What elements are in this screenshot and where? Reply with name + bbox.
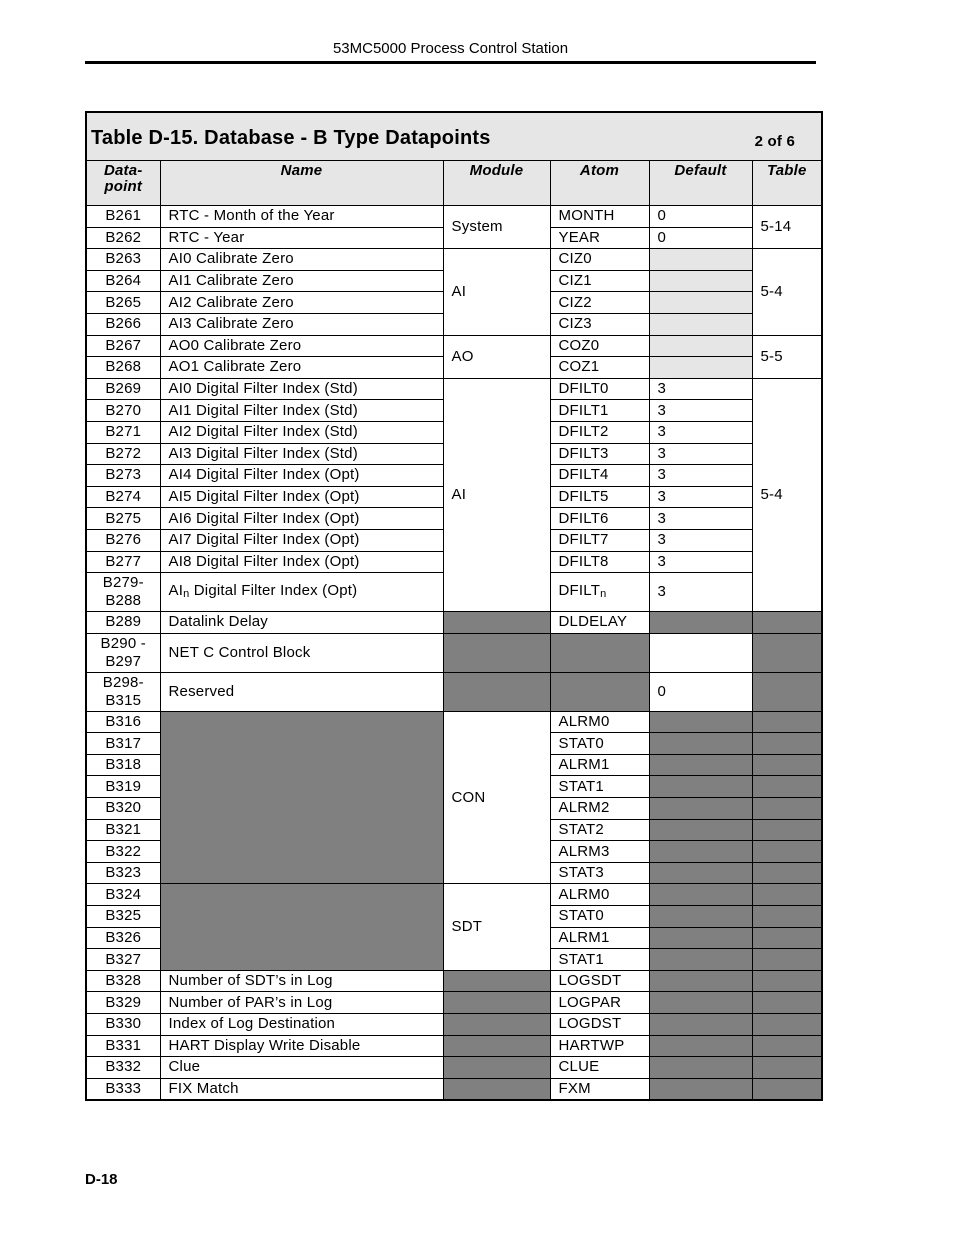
cell-atom: FXM — [550, 1078, 649, 1100]
cell-atom: STAT3 — [550, 862, 649, 884]
cell-default: 3 — [649, 508, 752, 530]
cell-datapoint: B317 — [86, 733, 160, 755]
cell-datapoint: B326 — [86, 927, 160, 949]
cell-table-ref: 5-4 — [752, 249, 822, 335]
cell-datapoint: B329 — [86, 992, 160, 1014]
cell-name: AI0 Digital Filter Index (Std) — [160, 378, 443, 400]
cell-datapoint: B270 — [86, 400, 160, 422]
cell-module-shaded — [443, 612, 550, 634]
table-row — [86, 1014, 822, 1036]
cell-default-shaded — [649, 1057, 752, 1079]
cell-name: Reserved — [160, 672, 443, 711]
cell-atom: LOGSDT — [550, 970, 649, 992]
cell-name-shaded — [160, 884, 443, 970]
cell-name: Datalink Delay — [160, 612, 443, 634]
cell-default-shaded — [649, 927, 752, 949]
cell-atom-shaded — [550, 672, 649, 711]
table-row — [86, 206, 822, 228]
cell-atom: STAT1 — [550, 949, 649, 971]
cell-table-shaded — [752, 906, 822, 928]
cell-name: AI4 Digital Filter Index (Opt) — [160, 465, 443, 487]
col-header-default: Default — [649, 161, 752, 206]
cell-atom-shaded — [550, 633, 649, 672]
cell-atom: STAT2 — [550, 819, 649, 841]
cell-datapoint: B277 — [86, 551, 160, 573]
header-rule — [85, 61, 816, 64]
cell-table-ref: 5-14 — [752, 206, 822, 249]
cell-default-shaded — [649, 841, 752, 863]
cell-module: System — [443, 206, 550, 249]
cell-table-shaded — [752, 970, 822, 992]
cell-default-shaded — [649, 313, 752, 335]
cell-default-shaded — [649, 733, 752, 755]
table-row — [86, 249, 822, 271]
cell-module: AI — [443, 249, 550, 335]
cell-datapoint: B324 — [86, 884, 160, 906]
table-row — [86, 335, 822, 357]
cell-name: AI3 Digital Filter Index (Std) — [160, 443, 443, 465]
cell-default-shaded — [649, 819, 752, 841]
cell-name-shaded — [160, 711, 443, 884]
cell-table-shaded — [752, 754, 822, 776]
cell-table-shaded — [752, 927, 822, 949]
cell-datapoint: B269 — [86, 378, 160, 400]
column-header-row — [86, 161, 822, 206]
cell-datapoint: B263 — [86, 249, 160, 271]
cell-datapoint: B323 — [86, 862, 160, 884]
cell-table-shaded — [752, 819, 822, 841]
cell-table-shaded — [752, 776, 822, 798]
table-row — [86, 1057, 822, 1079]
cell-table-shaded — [752, 711, 822, 733]
cell-default: 3 — [649, 486, 752, 508]
cell-name: AO0 Calibrate Zero — [160, 335, 443, 357]
cell-name: AI2 Digital Filter Index (Std) — [160, 421, 443, 443]
cell-name: Index of Log Destination — [160, 1014, 443, 1036]
cell-name: AI7 Digital Filter Index (Opt) — [160, 529, 443, 551]
cell-default-shaded — [649, 776, 752, 798]
cell-default: 0 — [649, 206, 752, 228]
cell-module: AI — [443, 378, 550, 611]
cell-atom: YEAR — [550, 227, 649, 249]
cell-atom: STAT0 — [550, 733, 649, 755]
cell-default-shaded — [649, 270, 752, 292]
datapoint-table — [85, 111, 823, 1101]
cell-datapoint: B322 — [86, 841, 160, 863]
cell-default-shaded — [649, 292, 752, 314]
cell-datapoint: B273 — [86, 465, 160, 487]
cell-atom: CIZ1 — [550, 270, 649, 292]
cell-default: 0 — [649, 672, 752, 711]
cell-table-ref: 5-5 — [752, 335, 822, 378]
cell-datapoint: B264 — [86, 270, 160, 292]
cell-default-shaded — [649, 1035, 752, 1057]
cell-datapoint: B321 — [86, 819, 160, 841]
cell-datapoint: B276 — [86, 529, 160, 551]
cell-datapoint: B331 — [86, 1035, 160, 1057]
cell-name: RTC - Year — [160, 227, 443, 249]
cell-module-shaded — [443, 1014, 550, 1036]
cell-datapoint: B289 — [86, 612, 160, 634]
table-row — [86, 378, 822, 400]
cell-default: 3 — [649, 378, 752, 400]
cell-datapoint: B332 — [86, 1057, 160, 1079]
cell-default-shaded — [649, 798, 752, 820]
cell-module-shaded — [443, 633, 550, 672]
cell-datapoint: B261 — [86, 206, 160, 228]
cell-datapoint: B268 — [86, 357, 160, 379]
cell-datapoint: B325 — [86, 906, 160, 928]
cell-name: Number of SDT’s in Log — [160, 970, 443, 992]
cell-datapoint: B272 — [86, 443, 160, 465]
cell-atom: CIZ0 — [550, 249, 649, 271]
cell-table-shaded — [752, 1078, 822, 1100]
page-number: D-18 — [85, 1171, 118, 1188]
table-title: Table D-15. Database - B Type Datapoints — [91, 126, 491, 149]
cell-atom: DFILT6 — [550, 508, 649, 530]
cell-default — [649, 633, 752, 672]
cell-name: AI5 Digital Filter Index (Opt) — [160, 486, 443, 508]
cell-atom: DFILT4 — [550, 465, 649, 487]
cell-default-shaded — [649, 949, 752, 971]
cell-default-shaded — [649, 862, 752, 884]
cell-atom: DFILT7 — [550, 529, 649, 551]
cell-datapoint: B265 — [86, 292, 160, 314]
cell-name: NET C Control Block — [160, 633, 443, 672]
cell-default-shaded — [649, 970, 752, 992]
cell-atom: DFILT5 — [550, 486, 649, 508]
col-header-name: Name — [160, 161, 443, 206]
cell-atom: DFILT1 — [550, 400, 649, 422]
cell-atom: CIZ2 — [550, 292, 649, 314]
cell-module: AO — [443, 335, 550, 378]
cell-module-shaded — [443, 1035, 550, 1057]
cell-default-shaded — [649, 1078, 752, 1100]
table-row — [86, 1035, 822, 1057]
cell-atom: LOGDST — [550, 1014, 649, 1036]
cell-table-shaded — [752, 1035, 822, 1057]
cell-datapoint: B328 — [86, 970, 160, 992]
cell-atom: DFILT2 — [550, 421, 649, 443]
cell-module-shaded — [443, 992, 550, 1014]
datapoint-table-container — [85, 111, 821, 1101]
cell-default-shaded — [649, 754, 752, 776]
cell-table-shaded — [752, 841, 822, 863]
cell-name: AI2 Calibrate Zero — [160, 292, 443, 314]
cell-atom: ALRM1 — [550, 754, 649, 776]
cell-table-shaded — [752, 1057, 822, 1079]
cell-atom: ALRM0 — [550, 711, 649, 733]
cell-atom: STAT0 — [550, 906, 649, 928]
cell-default: 3 — [649, 551, 752, 573]
cell-name: RTC - Month of the Year — [160, 206, 443, 228]
cell-table-shaded — [752, 733, 822, 755]
cell-default: 3 — [649, 400, 752, 422]
cell-datapoint: B290 - B297 — [86, 633, 160, 672]
cell-default: 3 — [649, 573, 752, 612]
cell-default: 3 — [649, 443, 752, 465]
cell-default-shaded — [649, 357, 752, 379]
cell-name: AI6 Digital Filter Index (Opt) — [160, 508, 443, 530]
cell-atom: MONTH — [550, 206, 649, 228]
cell-atom: CIZ3 — [550, 313, 649, 335]
cell-datapoint: B275 — [86, 508, 160, 530]
cell-table-shaded — [752, 1014, 822, 1036]
cell-atom: DFILT0 — [550, 378, 649, 400]
cell-datapoint: B279- B288 — [86, 573, 160, 612]
cell-default-shaded — [649, 1014, 752, 1036]
col-header-module: Module — [443, 161, 550, 206]
cell-module-shaded — [443, 1057, 550, 1079]
col-header-datapoint: Data- point — [86, 161, 160, 206]
cell-default-shaded — [649, 884, 752, 906]
cell-name: AI3 Calibrate Zero — [160, 313, 443, 335]
cell-datapoint: B271 — [86, 421, 160, 443]
cell-datapoint: B274 — [86, 486, 160, 508]
cell-atom: ALRM2 — [550, 798, 649, 820]
cell-datapoint: B333 — [86, 1078, 160, 1100]
cell-atom: LOGPAR — [550, 992, 649, 1014]
table-row — [86, 1078, 822, 1100]
cell-atom: ALRM1 — [550, 927, 649, 949]
cell-table-shaded — [752, 992, 822, 1014]
cell-atom: ALRM3 — [550, 841, 649, 863]
cell-name: Clue — [160, 1057, 443, 1079]
cell-datapoint: B266 — [86, 313, 160, 335]
cell-name: AI1 Digital Filter Index (Std) — [160, 400, 443, 422]
cell-atom: $DFILT_n$ — [550, 573, 649, 612]
running-header: 53MC5000 Process Control Station — [332, 40, 569, 57]
col-header-table: Table — [752, 161, 822, 206]
cell-datapoint: B327 — [86, 949, 160, 971]
cell-table-shaded — [752, 798, 822, 820]
cell-module: CON — [443, 711, 550, 884]
table-title-row — [86, 112, 822, 161]
cell-atom: ALRM0 — [550, 884, 649, 906]
cell-datapoint: B267 — [86, 335, 160, 357]
cell-table-shaded — [752, 884, 822, 906]
cell-table-shaded — [752, 862, 822, 884]
cell-atom: COZ1 — [550, 357, 649, 379]
table-row — [86, 633, 822, 672]
table-row — [86, 612, 822, 634]
table-row — [86, 970, 822, 992]
cell-atom: DLDELAY — [550, 612, 649, 634]
cell-default-shaded — [649, 612, 752, 634]
table-row — [86, 992, 822, 1014]
cell-atom: COZ0 — [550, 335, 649, 357]
cell-table-shaded — [752, 949, 822, 971]
cell-datapoint: B330 — [86, 1014, 160, 1036]
cell-default: 3 — [649, 421, 752, 443]
cell-table-shaded — [752, 672, 822, 711]
table-row — [86, 711, 822, 733]
cell-default: 3 — [649, 529, 752, 551]
cell-atom: DFILT3 — [550, 443, 649, 465]
cell-atom: DFILT8 — [550, 551, 649, 573]
cell-default-shaded — [649, 249, 752, 271]
cell-name: $AI_n$ Digital Filter Index (Opt) — [160, 573, 443, 612]
cell-datapoint: B298- B315 — [86, 672, 160, 711]
cell-datapoint: B262 — [86, 227, 160, 249]
cell-default-shaded — [649, 906, 752, 928]
cell-name: AI8 Digital Filter Index (Opt) — [160, 551, 443, 573]
cell-default: 0 — [649, 227, 752, 249]
cell-table-shaded — [752, 633, 822, 672]
cell-datapoint: B319 — [86, 776, 160, 798]
cell-datapoint: B318 — [86, 754, 160, 776]
cell-default-shaded — [649, 335, 752, 357]
cell-name: AO1 Calibrate Zero — [160, 357, 443, 379]
cell-default-shaded — [649, 992, 752, 1014]
col-header-atom: Atom — [550, 161, 649, 206]
cell-name: HART Display Write Disable — [160, 1035, 443, 1057]
cell-module: SDT — [443, 884, 550, 970]
cell-atom: HARTWP — [550, 1035, 649, 1057]
cell-name: AI1 Calibrate Zero — [160, 270, 443, 292]
cell-atom: CLUE — [550, 1057, 649, 1079]
cell-datapoint: B320 — [86, 798, 160, 820]
cell-atom: STAT1 — [550, 776, 649, 798]
cell-module-shaded — [443, 1078, 550, 1100]
cell-default: 3 — [649, 465, 752, 487]
cell-name: Number of PAR’s in Log — [160, 992, 443, 1014]
cell-default-shaded — [649, 711, 752, 733]
table-row — [86, 672, 822, 711]
cell-table-shaded — [752, 612, 822, 634]
cell-table-ref: 5-4 — [752, 378, 822, 611]
cell-name: AI0 Calibrate Zero — [160, 249, 443, 271]
cell-datapoint: B316 — [86, 711, 160, 733]
table-page-indicator: 2 of 6 — [754, 132, 796, 150]
cell-module-shaded — [443, 672, 550, 711]
table-row — [86, 884, 822, 906]
cell-module-shaded — [443, 970, 550, 992]
cell-name: FIX Match — [160, 1078, 443, 1100]
